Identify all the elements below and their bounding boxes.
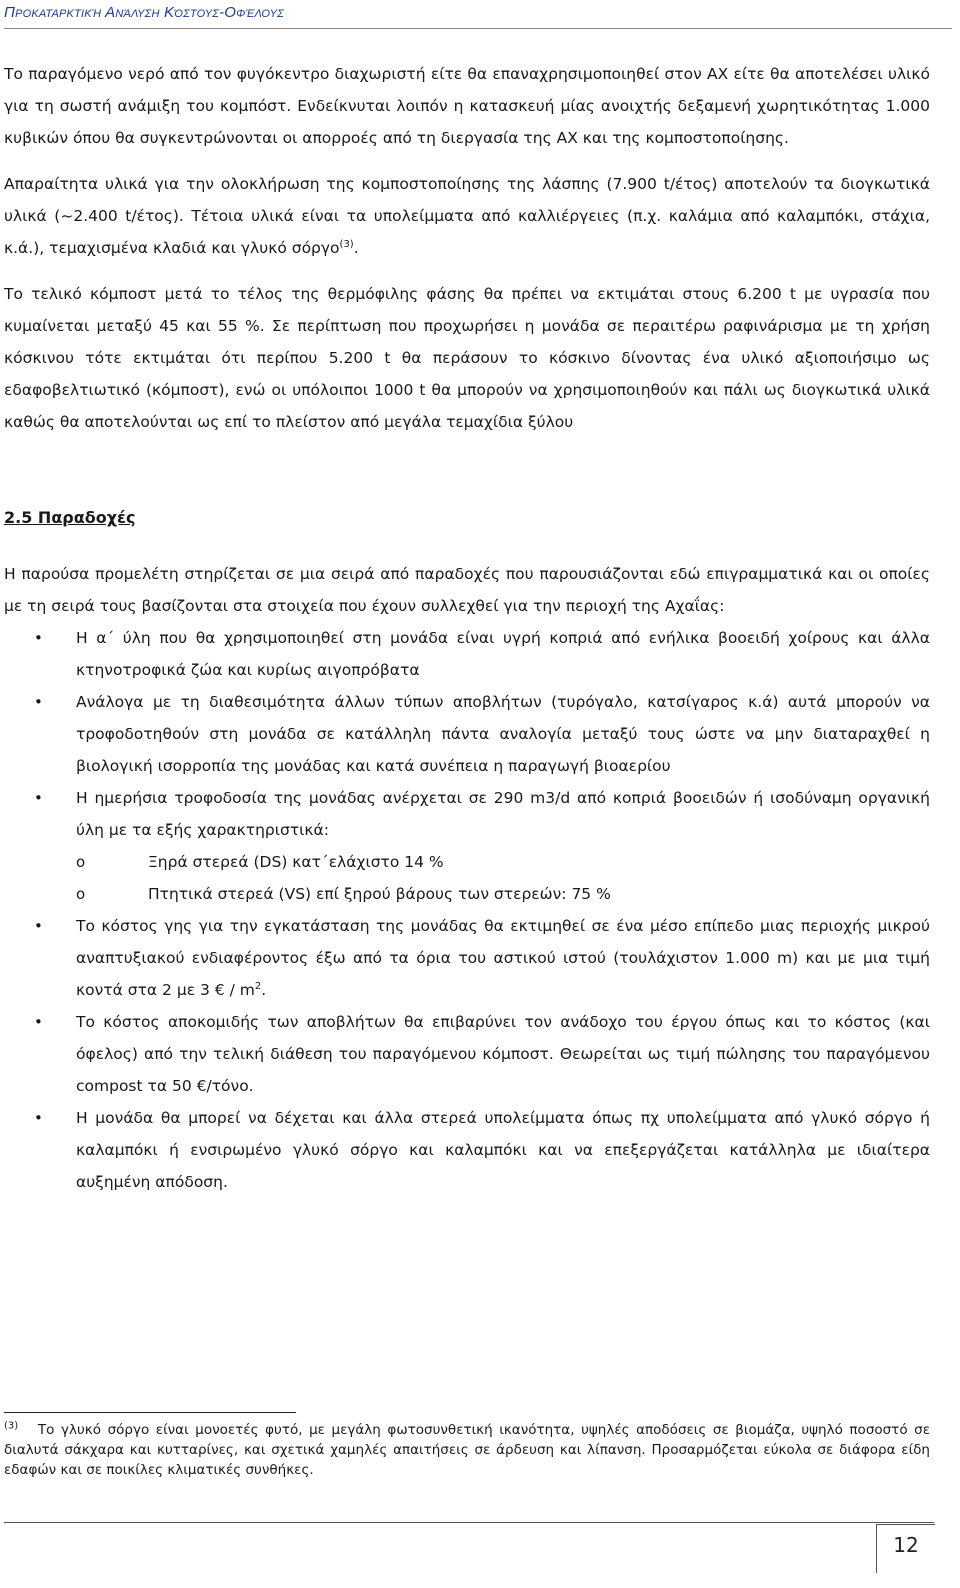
list-item-text: Ανάλογα με τη διαθεσιμότητα άλλων τύπων αποβλήτων (τυρόγαλο, κατσίγαρος κ.ά) αυτά μπορούν να τροφοδοτηθούν στη μονάδα σε κατάλληλη πάντα αναλογία μεταξύ τους ώστε να μην διαταραχθεί η βιολογική ισορροπία της μονάδας και κατά συνέπεια η παραγωγή βιοαερίου <box>76 693 930 775</box>
list-item-text: Η μονάδα θα μπορεί να δέχεται και άλλα στερεά υπολείμματα όπως πχ υπολείμματα από γλυκό σόργο ή καλαμπόκι ή ενσιρωμένο γλυκό σόργο και καλαμπόκι και να επεξεργάζεται κατάλληλα με ιδιαίτερα αυξημένη απόδοση. <box>76 1109 930 1191</box>
paragraph-1: Το παραγόμενο νερό από τον φυγόκεντρο διαχωριστή είτε θα επαναχρησιμοποιηθεί στον ΑΧ είτε θα αποτελέσει υλικό για τη σωστή ανάμιξη του κομπόστ. Ενδείκνυται λοιπόν η κατασκευή μίας ανοιχτής δεξαμενή χωρητικότητας 1.000 κυβικών όπου θα συγκεντρώνονται οι απορροές από τη διεργασία της ΑΧ και της κομποστοποίησης. <box>4 65 930 147</box>
footnote-marker: (3) <box>4 1420 19 1432</box>
footnote-reference: (3) <box>339 238 354 250</box>
list-item <box>4 686 930 782</box>
list-item-text: Η ημερήσια τροφοδοσία της μονάδας ανέρχεται σε 290 m3/d από κοπριά βοοειδών ή ισοδύναμη οργανική ύλη με τα εξής χαρακτηριστικά: <box>76 789 930 839</box>
list-item <box>4 782 930 910</box>
list-item-text: Το κόστος γης για την εγκατάσταση της μονάδας θα εκτιμηθεί σε ένα μέσο επίπεδο μιας περιοχής μικρού αναπτυξιακού ενδιαφέροντος έξω από τα όρια του αστικού ιστού (τουλάχιστον 1.000 m) και με μια τιμή κοντά στα 2 με 3 € / m <box>76 917 930 999</box>
section-title: Παραδοχές <box>37 508 136 527</box>
header-title: Προκαταρκτική Ανάλυση Κόστους-Οφέλους <box>4 4 284 21</box>
footnote-text: Το γλυκό σόργο είναι μονοετές φυτό, με μεγάλη φωτοσυνθετική ικανότητα, υψηλές αποδόσεις σε βιομάζα, υψηλό ποσοστό σε διαλυτά σάκχαρα και κυτταρίνες, και σχετικά χαμηλές απαιτήσεις σε άρδευση και λίπανση. Προσαρμόζεται εύκολα σε διάφορα είδη εδαφών και σε ποικίλες κλιματικές συνθήκες. <box>4 1422 931 1478</box>
document-body <box>4 58 930 1198</box>
page-number-box <box>876 1524 935 1573</box>
section-heading <box>4 502 930 534</box>
paragraph-3: Το τελικό κόμποστ μετά το τέλος της θερμόφιλης φάσης θα πρέπει να εκτιμάται στους 6.200 t με υγρασία που κυμαίνεται μεταξύ 45 και 55 %. Σε περίπτωση που προχωρήσει η μονάδα σε περαιτέρω ραφινάρισμα με τη χρήση κόσκινου τότε εκτιμάται ότι περίπου 5.200 t θα περάσουν το κόσκινο δίνοντας ένα υλικό αξιοποιήσιμο ως εδαφοβελτιωτικό (κόμποστ), ενώ οι υπόλοιποι 1000 t θα μπορούν να χρησιμοποιηθούν και πάλι ως διογκωτικά υλικά καθώς θα αποτελούνται ως επί το πλείστον από μεγάλα τεμαχίδια ξύλου <box>4 285 930 431</box>
paragraph-2 <box>4 168 930 264</box>
sub-list-item: o Ξηρά στερεά (DS) κατ΄ελάχιστο 14 % <box>76 846 930 878</box>
section-number: 2.5 <box>4 508 33 527</box>
paragraph-2-text: Απαραίτητα υλικά για την ολοκλήρωση της κομποστοποίησης της λάσπης (7.900 t/έτος) αποτελούν τα διογκωτικά υλικά (~2.400 t/έτος). Τέτοια υλικά είναι τα υπολείμματα από καλλιέργειες (π.χ. καλάμια από καλαμπόκι, στάχια, κ.ά.), τεμαχισμένα κλαδιά και γλυκό σόργο <box>4 175 930 257</box>
sub-list-item: o Πτητικά στερεά (VS) επί ξηρού βάρους των στερεών: 75 % <box>76 878 930 910</box>
page-header <box>4 2 952 29</box>
footer-divider <box>4 1522 934 1523</box>
assumptions-list <box>4 622 930 1198</box>
sub-list <box>76 846 930 910</box>
list-item-text: Το κόστος αποκομιδής των αποβλήτων θα επιβαρύνει τον ανάδοχο του έργου όπως και το κόστος (και όφελος) από την τελική διάθεση του παραγόμενου κόμποστ. Θεωρείται ως τιμή πώλησης του παραγόμενου compost τα 50 €/τόνο. <box>76 1013 930 1095</box>
footnote <box>4 1420 930 1480</box>
list-item-text: Η α΄ ύλη που θα χρησιμοποιηθεί στη μονάδα είναι υγρή κοπριά από ενήλικα βοοειδή χοίρους και άλλα κτηνοτροφικά ζώα και κυρίως αιγοπρόβατα <box>76 629 930 679</box>
list-item-end: . <box>261 981 267 999</box>
page-number: 12 <box>893 1533 919 1557</box>
superscript: 2 <box>254 980 262 992</box>
section-intro: Η παρούσα προμελέτη στηρίζεται σε μια σειρά από παραδοχές που παρουσιάζονται εδώ επιγραμματικά και οι οποίες με τη σειρά τους βασίζονται στα στοιχεία που έχουν συλλεχθεί για την περιοχή της Αχαΐας: <box>4 565 930 615</box>
list-item <box>4 622 930 686</box>
list-item <box>4 910 930 1006</box>
list-item <box>4 1006 930 1102</box>
paragraph-2-end: . <box>353 239 359 257</box>
footnote-divider <box>4 1412 296 1413</box>
list-item <box>4 1102 930 1198</box>
